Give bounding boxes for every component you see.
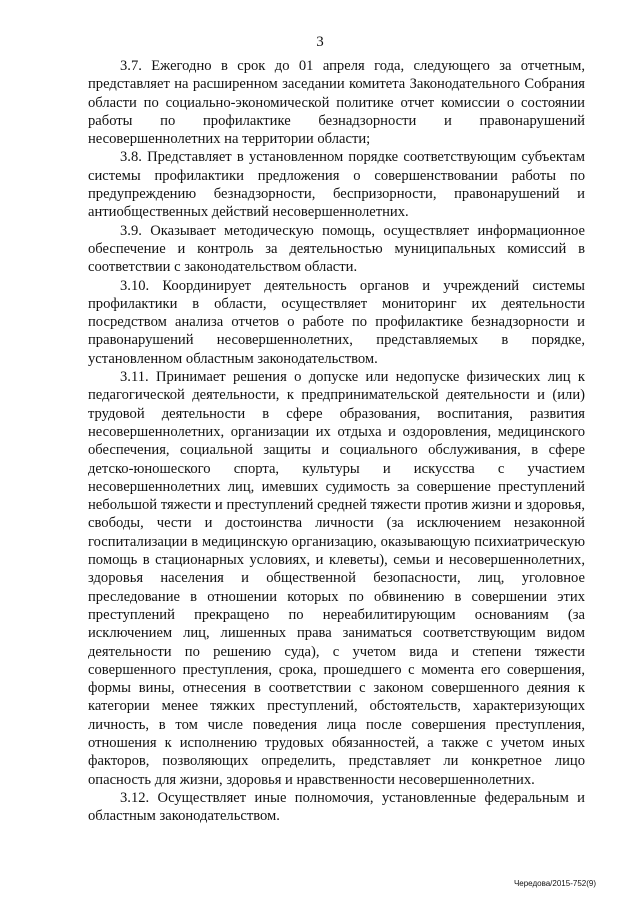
paragraph-3-7: 3.7. Ежегодно в срок до 01 апреля года, следующего за отчетным, представляет на расширенном заседании комитета Законодательного Собрания области по социально-экономической политике отчет комиссии о состоянии работы по профилактике безнадзорности и правонарушений несовершеннолетних на территории области; (88, 58, 585, 148)
paragraph-3-8: 3.8. Представляет в установленном порядке соответствующим субъектам системы профилактики предложения о совершенствовании работы по предупреждению безнадзорности, беспризорности, правонарушений и антиобщественных действий несовершеннолетних. (88, 149, 585, 221)
paragraph-3-9: 3.9. Оказывает методическую помощь, осуществляет информационное обеспечение и контроль за деятельностью муниципальных комиссий в соответствии с законодательством области. (88, 222, 585, 276)
page-number: 3 (316, 34, 324, 50)
paragraph-3-12: 3.12. Осуществляет иные полномочия, установленные федеральным и областным законодательством. (88, 789, 585, 825)
document-body (88, 57, 585, 825)
footer-document-code: Чередова/2015-752(9) (513, 879, 596, 888)
paragraph-3-11: 3.11. Принимает решения о допуске или недопуске физических лиц к педагогической деятельности, к предпринимательской деятельности и (или) трудовой деятельности в сфере образования, воспитания, развития несовершеннолетних, организации их отдыха и оздоровления, медицинского обеспечения, социальной защиты и социального обслуживания, в сфере детско-юношеского спорта, культуры и искусства с участием несовершеннолетних лиц, имевших судимость за совершение преступлений небольшой тяжести и преступлений средней тяжести против жизни и здоровья, свободы, чести и достоинства личности (за исключением незаконной госпитализации в медицинскую организацию, оказывающую психиатрическую помощь в стационарных условиях, и клеветы), семьи и несовершеннолетних, здоровья населения и общественной безопасности, лиц, уголовное преследование в отношении которых по обвинению в совершении этих преступлений прекращено по нереабилитирующим основаниям (за исключением лиц, лишенных права заниматься соответствующим видом деятельности по решению суда), с учетом вида и степени тяжести совершенного преступления, срока, прошедшего с момента его совершения, формы вины, отнесения в соответствии с законом совершенного деяния к категории менее тяжких преступлений, обстоятельств, характеризующих личность, в том числе поведения лица после совершения преступления, отношения к исполнению трудовых обязанностей, а также с учетом иных факторов, позволяющих определить, представляет ли конкретное лицо опасность для жизни, здоровья и нравственности несовершеннолетних. (88, 369, 585, 788)
paragraph-3-10: 3.10. Координирует деятельность органов и учреждений системы профилактики в области, осуществляет мониторинг их деятельности посредством анализа отчетов о работе по профилактике безнадзорности и правонарушений несовершеннолетних, представляемых в порядке, установленном областным законодательством. (88, 277, 585, 367)
